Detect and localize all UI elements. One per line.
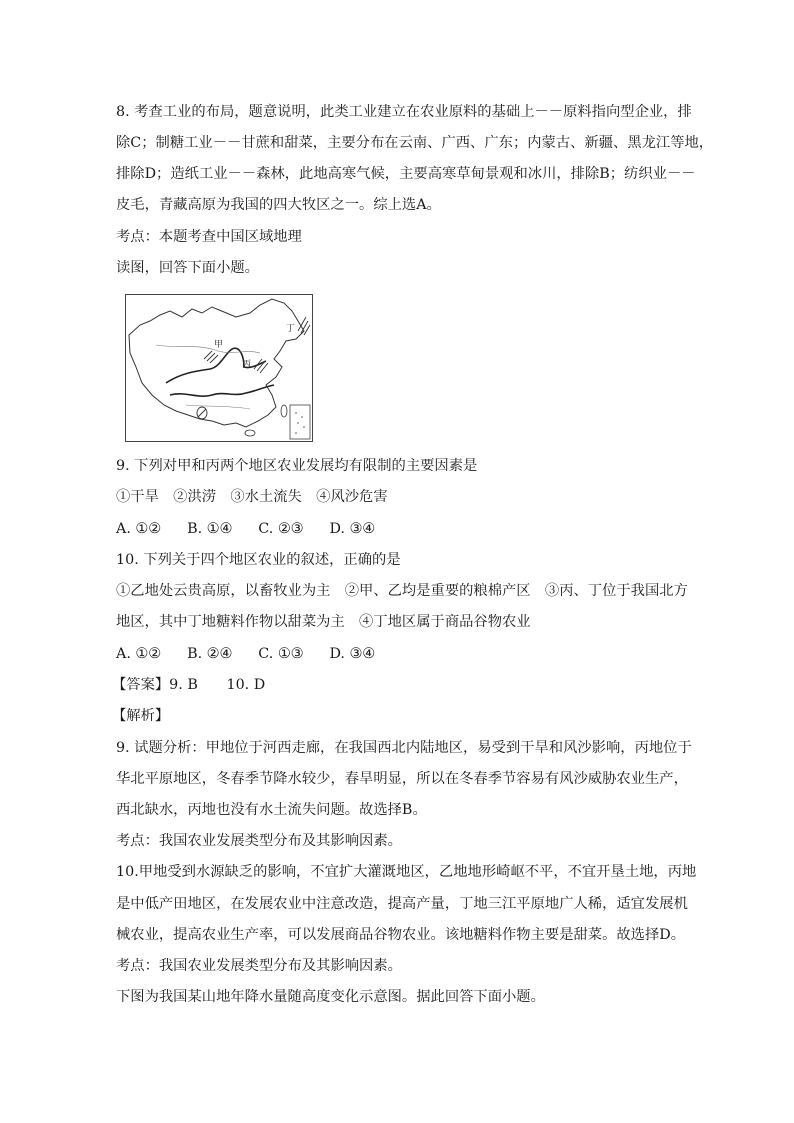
taiwan-island <box>281 405 287 417</box>
q9-explain-line-3: 西北缺水，丙地也没有水土流失问题。故选择B。 <box>116 802 427 818</box>
q10-choice-c[interactable]: C. ①③ <box>258 646 304 662</box>
q9-choice-d[interactable]: D. ③④ <box>329 521 376 537</box>
q9-choices <box>116 519 375 539</box>
south-china-sea-inset <box>290 405 310 439</box>
q8-explain-line-3: 排除D；造纸工业－－森林，此地高寒气候，主要高寒草甸景观和冰川，排除B；纺织业－－ <box>116 166 696 182</box>
analysis-title: 【解析】 <box>112 708 170 724</box>
q10-options-line-1: ①乙地处云贵高原，以畜牧业为主 ②甲、乙均是重要的粮棉产区 ③丙、丁位于我国北方 <box>116 583 688 599</box>
kaodian-1: 考点：本题考查中国区域地理 <box>116 229 302 245</box>
q8-explain-line-1: 8. 考查工业的布局，题意说明，此类工业建立在农业原料的基础上－－原料指向型企业，排 <box>116 104 692 120</box>
q10-explain-line-2: 是中低产田地区，在发展农业中注意改造，提高产量，丁地三江平原地广人稀，适宜发展机 <box>116 896 688 912</box>
q10-explain-line-1: 10.甲地受到水源缺乏的影响，不宜扩大灌溉地区，乙地地形崎岖不平，不宜开垦土地，丙地 <box>116 864 697 880</box>
q9-explain-line-2: 华北平原地区，冬春季节降水较少，春旱明显，所以在冬春季节容易有风沙威胁农业生产， <box>116 771 688 787</box>
q9-choice-b[interactable]: B. ①④ <box>187 521 233 537</box>
q10-stem: 10. 下列关于四个地区农业的叙述，正确的是 <box>116 552 401 568</box>
q10-explain-line-3: 械农业，提高农业生产率，可以发展商品谷物农业。该地糖料作物主要是甜菜。故选择D。 <box>116 927 686 943</box>
kaodian-2: 考点：我国农业发展类型分布及其影响因素。 <box>116 833 402 849</box>
kaodian-3: 考点：我国农业发展类型分布及其影响因素。 <box>116 958 402 974</box>
region-ding-hatch <box>298 317 310 335</box>
q8-explain-line-4: 皮毛，青藏高原为我国的四大牧区之一。综上选A。 <box>116 197 441 213</box>
yangtze-river <box>170 385 274 396</box>
q9-options: ①干旱 ②洪涝 ③水土流失 ④风沙危害 <box>116 489 388 505</box>
china-map-svg <box>126 295 312 441</box>
map-intro: 读图，回答下面小题。 <box>116 260 259 276</box>
country-outline <box>129 299 304 427</box>
label-ding: 丁 <box>286 324 296 334</box>
hainan-island <box>245 430 255 436</box>
q10-choice-a[interactable]: A. ①② <box>116 646 162 662</box>
region-jia-hatch <box>204 351 218 363</box>
region-yi-hatch <box>197 407 207 419</box>
q9-stem: 9. 下列对甲和丙两个地区农业发展均有限制的主要因素是 <box>116 458 478 474</box>
next-intro: 下图为我国某山地年降水量随高度变化示意图。据此回答下面小题。 <box>116 989 545 1005</box>
q9-choice-c[interactable]: C. ②③ <box>258 521 304 537</box>
q10-choice-d[interactable]: D. ③④ <box>329 646 376 662</box>
label-jia: 甲 <box>214 340 224 350</box>
q10-choice-b[interactable]: B. ②④ <box>187 646 233 662</box>
q10-choices <box>116 644 375 664</box>
china-map-figure <box>125 294 313 442</box>
q9-explain-line-1: 9. 试题分析：甲地位于河西走廊，在我国西北内陆地区，易受到干旱和风沙影响，丙地位于 <box>116 740 692 756</box>
q9-choice-a[interactable]: A. ①② <box>116 521 162 537</box>
answer-line: 【答案】9. B 10. D <box>112 677 266 693</box>
q10-options-line-2: 地区，其中丁地糖料作物以甜菜为主 ④丁地区属于商品谷物农业 <box>116 614 531 630</box>
label-bing: 丙 <box>242 360 252 370</box>
q8-explain-line-2: 除C；制糖工业－－甘蔗和甜菜，主要分布在云南、广西、广东；内蒙古、新疆、黑龙江等地， <box>116 135 714 151</box>
